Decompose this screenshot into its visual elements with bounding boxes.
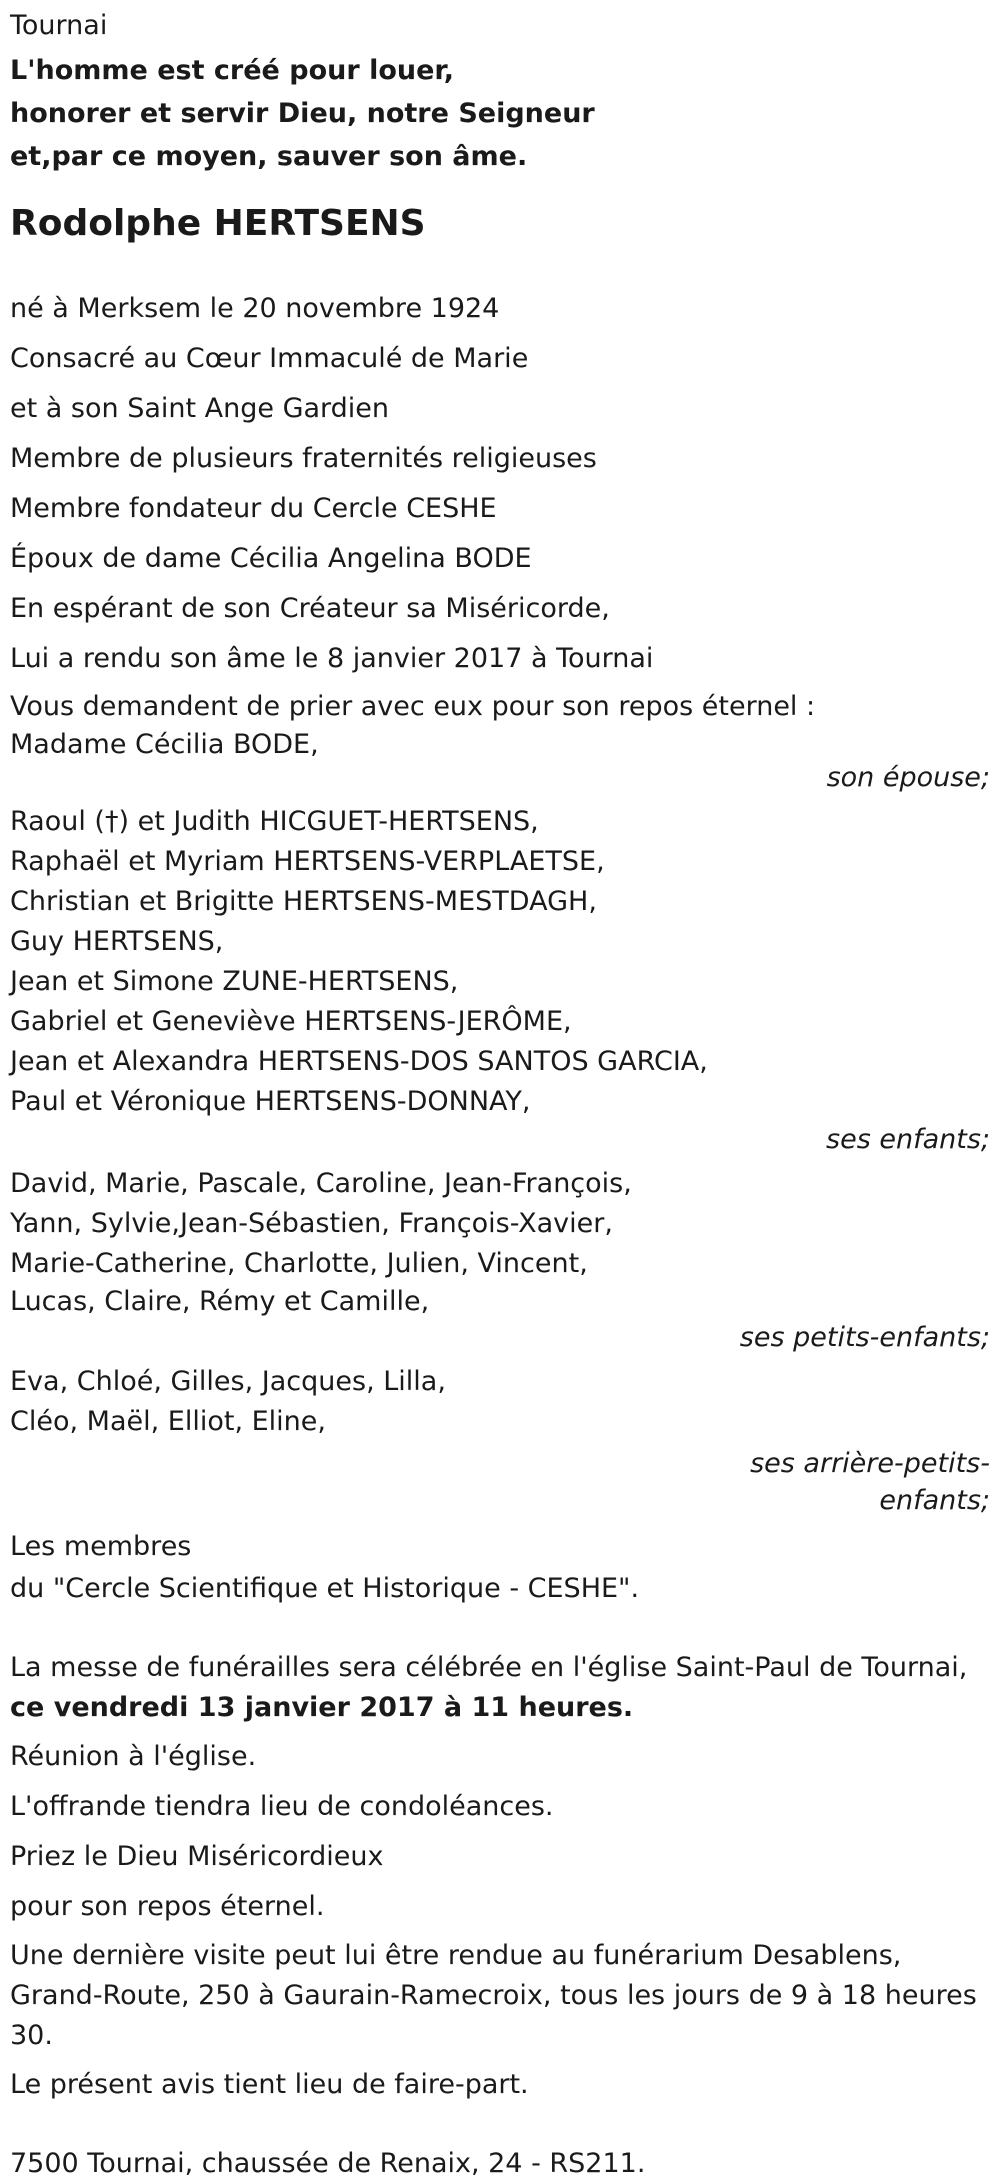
- great-grandchildren-line: Eva, Chloé, Gilles, Jacques, Lilla,: [10, 1366, 446, 1397]
- bio-line: et à son Saint Ange Gardien: [10, 393, 390, 424]
- great-grandchildren-role-1: ses arrière-petits-: [750, 1448, 990, 1479]
- child-name: Jean et Alexandra HERTSENS-DOS SANTOS GARCIA,: [10, 1046, 708, 1077]
- detail-line: Réunion à l'église.: [10, 1741, 257, 1772]
- spacer: [10, 1610, 990, 1634]
- spouse-name: Madame Cécilia BODE,: [10, 729, 319, 760]
- bio-line: né à Merksem le 20 novembre 1924: [10, 293, 500, 324]
- members-line-1: Les membres: [10, 1531, 192, 1562]
- child-name: Guy HERTSENS,: [10, 926, 224, 957]
- quote-line-2: honorer et servir Dieu, notre Seigneur: [10, 98, 595, 129]
- great-grandchildren-role-2: enfants;: [879, 1485, 990, 1516]
- detail-line: Priez le Dieu Miséricordieux: [10, 1841, 384, 1872]
- bio-line: Membre de plusieurs fraternités religieuses: [10, 443, 597, 474]
- detail-line: L'offrande tiendra lieu de condoléances.: [10, 1791, 554, 1822]
- grandchildren-line: Yann, Sylvie,Jean-Sébastien, François-Xavier,: [10, 1208, 613, 1239]
- bio-line: Lui a rendu son âme le 8 janvier 2017 à Tournai: [10, 643, 654, 674]
- spouse-role: son épouse;: [826, 762, 990, 793]
- grandchildren-line: Lucas, Claire, Rémy et Camille,: [10, 1286, 430, 1317]
- child-name: Raoul (†) et Judith HICGUET-HERTSENS,: [10, 806, 539, 837]
- location-header: Tournai: [10, 10, 108, 41]
- quote-line-3: et,par ce moyen, sauver son âme.: [10, 141, 528, 172]
- deceased-name: Rodolphe HERTSENS: [10, 203, 426, 244]
- detail-line: pour son repos éternel.: [10, 1891, 325, 1922]
- members-line-2: du "Cercle Scientifique et Historique - CESHE".: [10, 1573, 640, 1604]
- bio-line: Consacré au Cœur Immaculé de Marie: [10, 343, 529, 374]
- child-name: Raphaël et Myriam HERTSENS-VERPLAETSE,: [10, 846, 605, 877]
- bio-line: Membre fondateur du Cercle CESHE: [10, 493, 497, 524]
- grandchildren-line: David, Marie, Pascale, Caroline, Jean-François,: [10, 1168, 632, 1199]
- visit-info: Une dernière visite peut lui être rendue au funérarium Desablens, Grand-Route, 250 à Gaurain-Ramecroix, tous les jours de 9 à 18 heures 30.: [10, 1940, 977, 2051]
- address-line: 7500 Tournai, chaussée de Renaix, 24 - RS211.: [10, 2148, 646, 2179]
- great-grandchildren-line: Cléo, Maël, Elliot, Eline,: [10, 1406, 326, 1437]
- mass-datetime: ce vendredi 13 janvier 2017 à 11 heures.: [10, 1692, 634, 1723]
- grandchildren-line: Marie-Catherine, Charlotte, Julien, Vincent,: [10, 1248, 588, 1279]
- mass-text: La messe de funérailles sera célébrée en l'église Saint-Paul de Tournai,: [10, 1652, 968, 1683]
- child-name: Paul et Véronique HERTSENS-DONNAY,: [10, 1086, 531, 1117]
- child-name: Christian et Brigitte HERTSENS-MESTDAGH,: [10, 886, 597, 917]
- prayer-request: Vous demandent de prier avec eux pour son repos éternel :: [10, 691, 816, 722]
- child-name: Jean et Simone ZUNE-HERTSENS,: [10, 966, 459, 997]
- quote-line-1: L'homme est créé pour louer,: [10, 55, 455, 86]
- mass-announcement: [10, 1648, 990, 1728]
- child-name: Gabriel et Geneviève HERTSENS-JERÔME,: [10, 1006, 572, 1037]
- children-role: ses enfants;: [826, 1124, 990, 1155]
- notice-line: Le présent avis tient lieu de faire-part.: [10, 2069, 529, 2100]
- bio-line: Époux de dame Cécilia Angelina BODE: [10, 543, 532, 574]
- grandchildren-role: ses petits-enfants;: [739, 1322, 990, 1353]
- bio-line: En espérant de son Créateur sa Miséricorde,: [10, 593, 610, 624]
